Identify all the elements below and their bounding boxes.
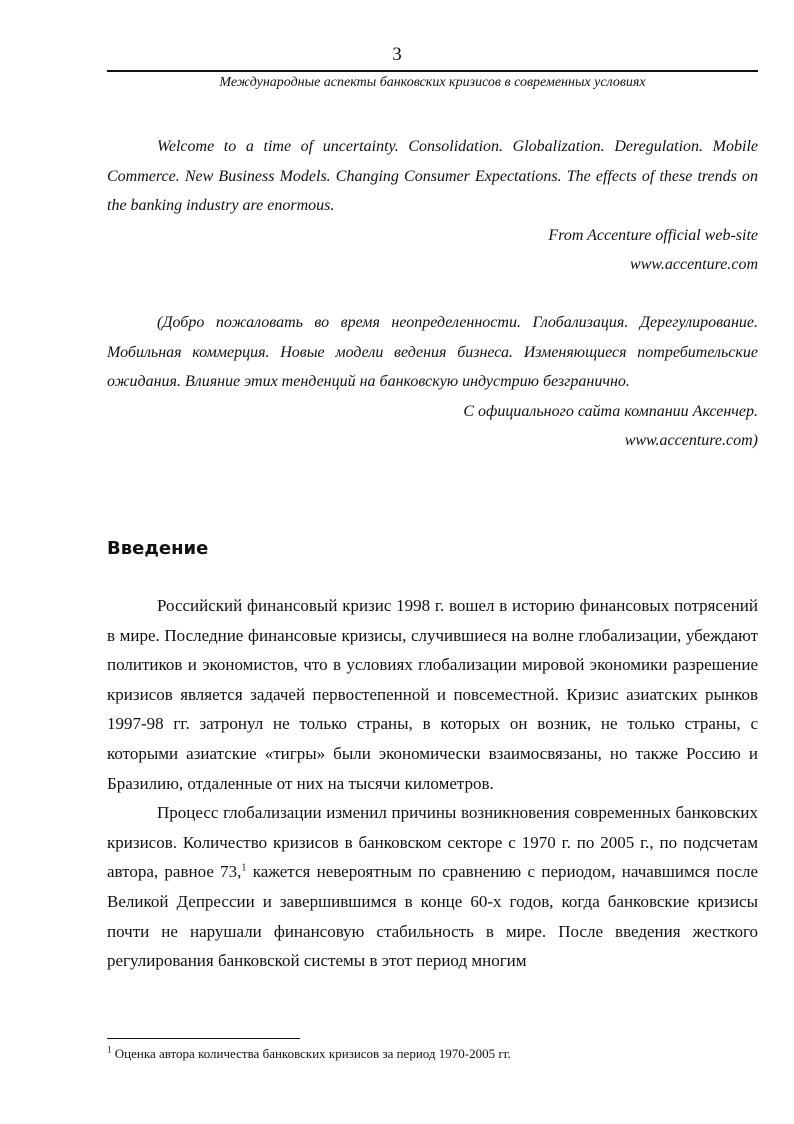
epigraph-english: [107, 132, 758, 280]
epigraph-english-text: Welcome to a time of uncertainty. Consolidation. Globalization. Deregulation. Mobile Commerce. New Business Models. Changing Consumer Expectations. The effects of these trends on the banking industry are enormous.: [107, 138, 758, 214]
epigraph-russian: [107, 308, 758, 456]
epigraph-russian-url: www.accenture.com): [624, 432, 758, 449]
epigraph-russian-text: (Добро пожаловать во время неопределенности. Глобализация. Дерегулирование. Мобильная коммерция. Новые модели ведения бизнеса. Изменяющиеся потребительские ожидания. Влияние этих тенденций на банковскую индустрию безгранично.: [107, 314, 758, 390]
paragraph-2: [107, 798, 758, 976]
page-number: 3: [392, 44, 402, 65]
header-divider: [107, 70, 758, 72]
section-body: [107, 591, 758, 976]
section-heading: Введение: [107, 538, 209, 559]
footnote: [107, 1046, 758, 1062]
paragraph-2-part-1: Процесс глобализации изменил причины возникновения современных банковских кризисов. Количество кризисов в банковском секторе с 1970 г. по 2005 г., по подсчетам автора, равное 73,: [107, 803, 758, 882]
paragraph-1: Российский финансовый кризис 1998 г. вошел в историю финансовых потрясений в мире. Последние финансовые кризисы, случившиеся на волне глобализации, убеждают политиков и экономистов, что в условиях глобализации мировой экономики разрешение кризисов является задачей первостепенной и повсеместной. Кризис азиатских рынков 1997-98 гг. затронул не только страны, в которых он возник, не только страны, с которыми азиатские «тигры» были экономически взаимосвязаны, но также Россию и Бразилию, отдаленные от них на тысячи километров.: [107, 596, 758, 793]
epigraph-english-url: www.accenture.com: [630, 256, 758, 273]
paragraph-2-part-2: кажется невероятным по сравнению с периодом, начавшимся после Великой Депрессии и завершившимся в конце 60-х годов, когда банковские кризисы почти не нарушали финансовую стабильность в мире. После введения жесткого регулирования банковской системы в этот период многим: [107, 862, 759, 971]
running-header-title: Международные аспекты банковских кризисов в современных условиях: [219, 75, 646, 90]
epigraph-english-source: From Accenture official web-site: [548, 226, 758, 244]
footnote-divider: [107, 1038, 300, 1039]
epigraph-russian-source: С официального сайта компании Аксенчер.: [463, 402, 758, 420]
footnote-marker: 1: [107, 1044, 112, 1055]
footnote-reference[interactable]: 1: [241, 862, 247, 874]
footnote-text: Оценка автора количества банковских кризисов за период 1970-2005 гг.: [111, 1046, 511, 1061]
